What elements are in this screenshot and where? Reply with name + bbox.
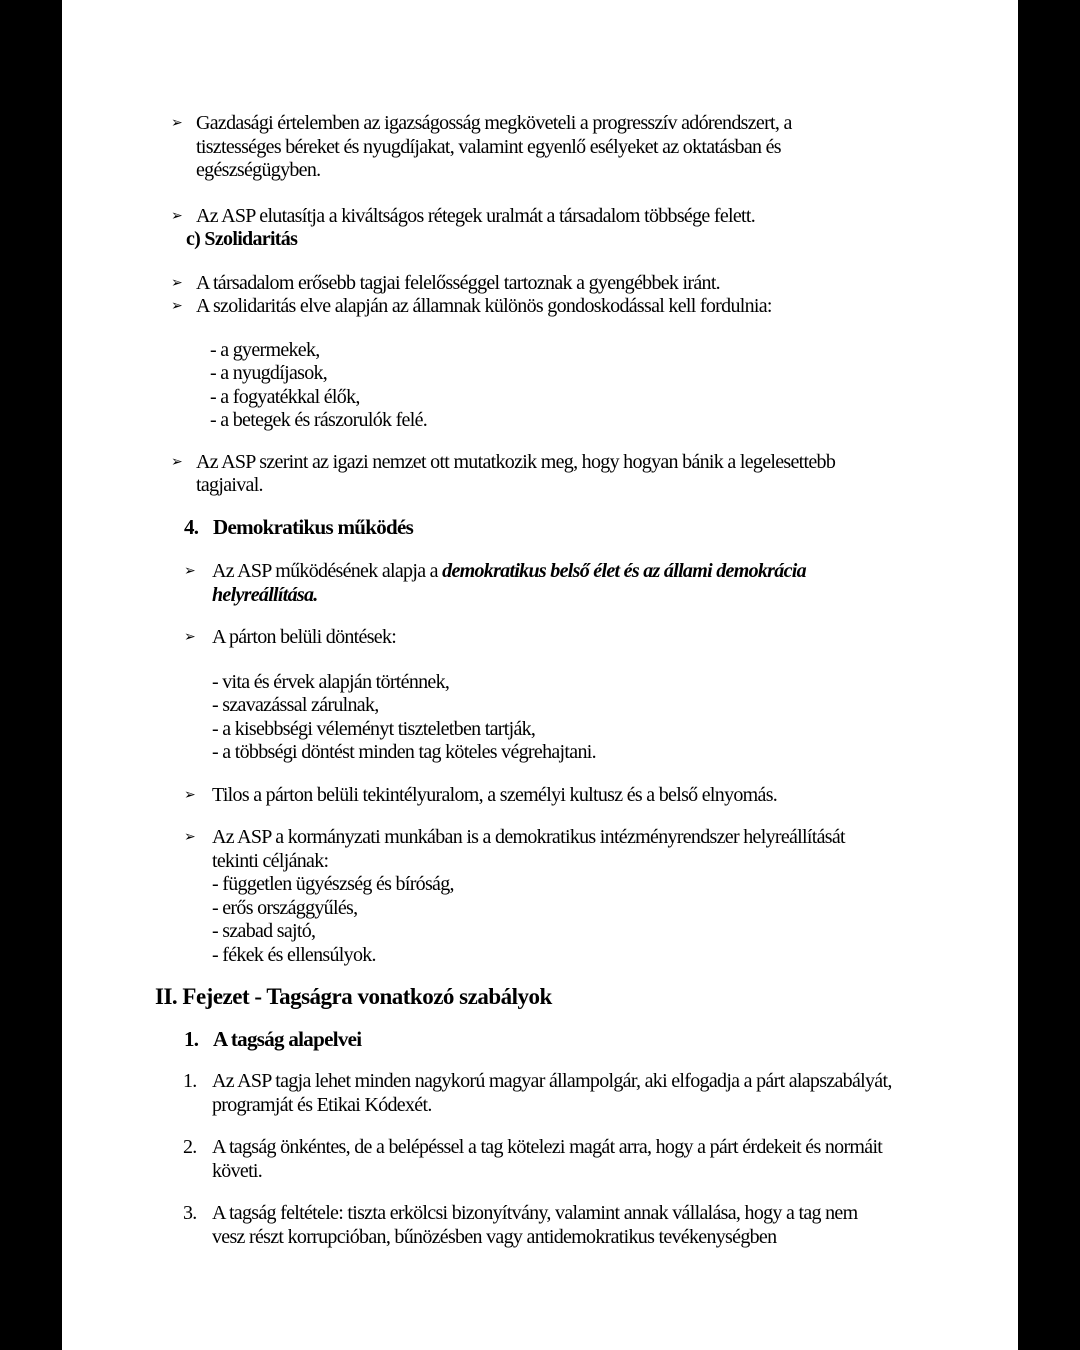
list-item: - független ügyészség és bíróság, [212, 873, 454, 895]
bullet-item-forbidden [184, 784, 1018, 808]
text-line: Az ASP a kormányzati munkában is a demokratikus intézményrendszer helyreállítását [212, 826, 845, 848]
text-line: Az ASP elutasítja a kiváltságos rétegek uralmát a társadalom többsége felett. [196, 204, 756, 227]
text-line: vesz részt korrupcióban, bűnözésben vagy antidemokratikus tevékenységben [212, 1225, 777, 1248]
arrow-bullet-icon: ➢ [171, 298, 183, 314]
left-black-bar [0, 0, 62, 1350]
arrow-bullet-icon: ➢ [171, 453, 183, 470]
numbered-item-rule-2 [183, 1136, 1018, 1183]
right-black-bar [1018, 0, 1080, 1350]
document-body [62, 0, 1018, 1350]
arrow-bullet-icon: ➢ [171, 207, 183, 224]
chapter-heading: II. Fejezet - Tagságra vonatkozó szabályok [155, 984, 552, 1009]
item-text [212, 1070, 1018, 1117]
text-line: A szolidaritás elve alapján az államnak különös gondoskodással kell fordulnia: [196, 295, 772, 317]
text-line: A tagság feltétele: tiszta erkölcsi bizonyítvány, valamint annak vállalása, hogy a tag nem [212, 1202, 858, 1224]
bullet-item-democratic-basis [184, 560, 1018, 607]
list-item: - a kisebbségi véleményt tiszteletben tartják, [212, 717, 536, 740]
text-line: helyreállítása. [212, 583, 318, 606]
subsection-heading-membership [184, 1028, 1018, 1052]
list-item: - vita és érvek alapján történnek, [212, 670, 450, 693]
bullet-text [196, 272, 1018, 296]
list-item: - szabad sajtó, [212, 920, 316, 942]
item-number: 1. [183, 1070, 197, 1092]
text-line: egészségügyben. [196, 159, 321, 181]
text-line: tekinti céljának: [212, 849, 329, 872]
text-line: programját és Etikai Kódexét. [212, 1093, 432, 1116]
list-item: - erős országgyűlés, [212, 896, 358, 919]
subsection-number: 1. [184, 1026, 199, 1051]
item-text [212, 1136, 1018, 1183]
arrow-bullet-icon: ➢ [184, 563, 196, 579]
text-line: Gazdasági értelemben az igazságosság megköveteli a progresszív adórendszert, a [196, 112, 792, 134]
bullet-item-state-care [171, 295, 1018, 319]
bullet-text [212, 826, 1018, 967]
section-number: 4. [184, 514, 199, 539]
subsection-title: A tagság alapelvei [213, 1026, 362, 1051]
section-heading-solidarity: c) Szolidaritás [186, 228, 298, 250]
arrow-bullet-icon: ➢ [171, 115, 183, 131]
text-line [212, 560, 1018, 584]
list-item: - a többségi döntést minden tag köteles végrehajtani. [212, 741, 596, 763]
arrow-bullet-icon: ➢ [184, 786, 196, 803]
text-line: Az ASP szerint az igazi nemzet ott mutatkozik meg, hogy hogyan bánik a legelesettebb [196, 450, 836, 473]
bullet-text [196, 205, 1018, 229]
item-number: 2. [183, 1136, 197, 1158]
bullet-text [196, 451, 1018, 498]
bullet-text [212, 626, 1018, 650]
text-line: követi. [212, 1159, 263, 1182]
bullet-text [196, 295, 1018, 319]
list-item: - szavazással zárulnak, [212, 694, 379, 716]
care-dash-list [210, 339, 1018, 433]
arrow-bullet-icon: ➢ [184, 829, 196, 845]
numbered-item-rule-3 [183, 1202, 1018, 1249]
bullet-text [212, 560, 1018, 607]
bullet-item-government [184, 826, 1018, 967]
list-item: - a nyugdíjasok, [210, 362, 328, 384]
item-text [212, 1202, 1018, 1249]
text-line: tagjaival. [196, 474, 263, 496]
bullet-text [212, 784, 1018, 808]
bullet-item-nation [171, 451, 1018, 498]
arrow-bullet-icon: ➢ [184, 629, 196, 645]
bullet-text [196, 112, 1018, 183]
text-run: Az ASP működésének alapja a [212, 560, 443, 582]
text-line: tisztességes béreket és nyugdíjakat, valamint egyenlő esélyeket az oktatásban és [196, 135, 781, 158]
text-line: A párton belüli döntések: [212, 626, 397, 648]
text-line: Tilos a párton belüli tekintélyuralom, a személyi kultusz és a belső elnyomás. [212, 783, 778, 806]
emphasis-run: demokratikus belső élet és az állami demokrácia [442, 560, 806, 582]
item-number: 3. [183, 1202, 197, 1224]
text-line: A tagság önkéntes, de a belépéssel a tag kötelezi magát arra, hogy a párt érdekeit és normáit [212, 1136, 883, 1158]
bullet-item-responsibility [171, 272, 1018, 296]
decisions-dash-list [212, 671, 1018, 765]
list-item: - fékek és ellensúlyok. [212, 943, 376, 966]
numbered-item-rule-1 [183, 1070, 1018, 1117]
section-title: Demokratikus működés [213, 514, 414, 539]
text-line: A társadalom erősebb tagjai felelősséggel tartoznak a gyengébbek iránt. [196, 271, 720, 294]
text-line: Az ASP tagja lehet minden nagykorú magyar állampolgár, aki elfogadja a párt alapszabályát, [212, 1070, 892, 1092]
bullet-item-economic-justice [171, 112, 1018, 183]
section-heading-democratic [184, 516, 1018, 540]
list-item: - a gyermekek, [210, 338, 320, 361]
bullet-item-decisions [184, 626, 1018, 650]
bullet-item-privileged [171, 205, 1018, 229]
list-item: - a fogyatékkal élők, [210, 385, 360, 408]
list-item: - a betegek és rászorulók felé. [210, 409, 428, 431]
arrow-bullet-icon: ➢ [171, 274, 183, 291]
